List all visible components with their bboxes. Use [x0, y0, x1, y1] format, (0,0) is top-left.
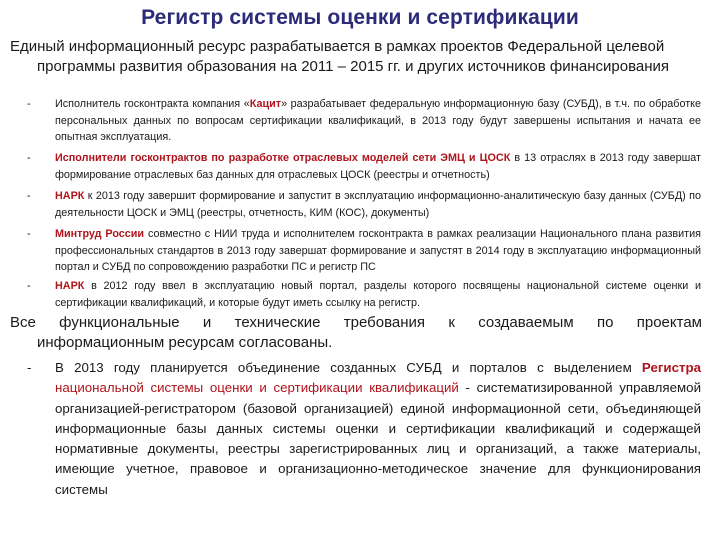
final-pre: В 2013 году планируется объединение созданных СУБД и порталов с выделением — [55, 360, 642, 375]
bullet-highlight: Исполнители госконтрактов по разработке отраслевых моделей сети ЭМЦ и ЦОСК — [55, 152, 511, 164]
final-post: - систематизированной управляемой организацией-регистратором (базовой организацией) единой информационной сети, объединяющей информационные базы данных системы оценки и сертификации квалификаций и содержащей нормативные документы, реестры зарегистрированных лиц и организаций, а также материалы, имеющие учетное, правовое и организационно-методическое значение для функционирования системы — [55, 380, 701, 497]
bullet-text — [55, 150, 701, 183]
bullet-highlight: Кацит — [249, 98, 282, 110]
bullet-text — [55, 278, 701, 311]
bullet-text — [55, 226, 701, 276]
dash-marker: - — [27, 228, 31, 240]
bullet-text — [55, 188, 701, 221]
summary-line-2: информационным ресурсам согласованы. — [37, 334, 333, 351]
registry-highlight: национальной системы оценки и сертификации квалификаций — [55, 380, 459, 396]
page-title: Регистр системы оценки и сертификации — [141, 6, 579, 29]
bullet-pre: Исполнитель госконтракта компания « — [55, 98, 250, 110]
bullet-post: совместно с НИИ труда и исполнителем госконтракта в рамках реализации Национального плана развития профессиональных стандартов в 2013 году завершат формирование и запустят в 2014 году в эксплуатацию информационный портал и СУБД по сопровождению разработки ПС и регистр ПС — [55, 228, 701, 273]
summary-line-1: Все функциональные и технические требования к создаваемым по проектам — [10, 314, 702, 331]
bullet-highlight: Минтруд России — [55, 228, 145, 240]
bullet-post: » разрабатывает федеральную информационную базу (СУБД), в т.ч. по обработке персональных данных по вопросам сертификации квалификаций, в 2013 году будут завершены испытания и начата ее опытная эксплуатация. — [55, 98, 702, 143]
summary-paragraph — [10, 313, 702, 353]
dash-marker: - — [27, 98, 31, 110]
bullet-post: в 2012 году ввел в эксплуатацию новый портал, разделы которого посвящены национальной системе оценки и сертификации квалификаций, и которые будут иметь ссылку на регистр. — [55, 280, 701, 309]
bullet-text — [55, 96, 701, 146]
dash-marker: - — [27, 280, 31, 292]
registry-highlight-bold: Регистра — [641, 360, 701, 375]
final-bullet-text — [55, 358, 701, 500]
dash-marker: - — [27, 190, 31, 202]
bullet-post: к 2013 году завершит формирование и запустит в эксплуатацию информационно-аналитическую базу данных (СУБД) по деятельности ЦОСК и ЭМЦ (реестры, отчетность, КИМ (КОС), документы) — [55, 190, 701, 219]
bullet-highlight: НАРК — [55, 190, 85, 202]
dash-marker: - — [27, 152, 31, 164]
bullet-highlight: НАРК — [55, 280, 85, 292]
bullet-post: в 13 отраслях в 2013 году завершат формирование отраслевых баз данных для отраслевых ЦОСК (реестры и отчетность) — [55, 152, 701, 181]
lead-paragraph: Единый информационный ресурс разрабатывается в рамках проектов Федеральной целевой программы развития образования на 2011 – 2015 гг. и других источников финансирования — [10, 38, 670, 75]
dash-marker: - — [27, 360, 32, 375]
